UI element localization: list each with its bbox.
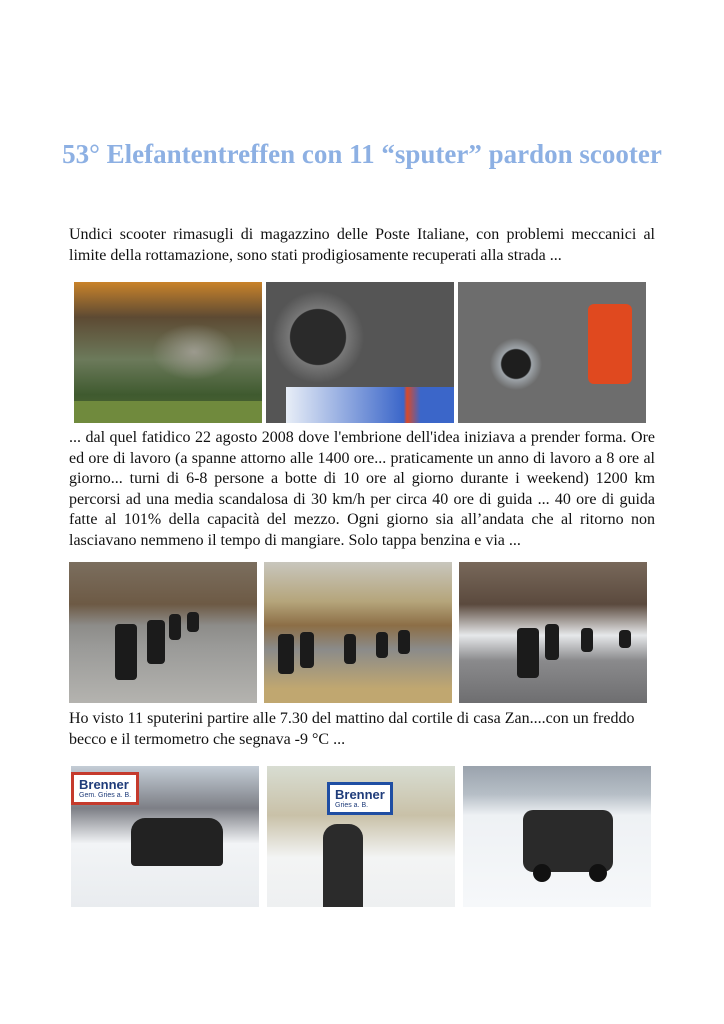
story-paragraph: ... dal quel fatidico 22 agosto 2008 dove l'embrione dell'idea iniziava a prender forma. Ore ed ore di lavoro (a spanne attorno alle 1400 ore... praticamente un anno di lavoro a 8 ore al giorno... turni di 6-8 persone a botte di 10 ore al giorno durante i weekend) 1200 km percorsi ad una media scandalosa di 30 km/h per circa 40 ore di guida ... 40 ore di guida fatte al 101% della capacità del mezzo. Ogni giorno sia all’andata che al ritorno non lasciavano nemmeno il tempo di mangiare. Solo tappa benzina e via ... xyxy=(69,429,655,549)
road-photo-convoy-curve xyxy=(69,562,257,703)
page-title: 53° Elefantentreffen con 11 “sputer” pardon scooter xyxy=(62,139,662,169)
workshop-photo-mechanic xyxy=(458,282,646,423)
brenner-photo-sign-rider xyxy=(267,766,455,907)
road-photo-convoy-hills xyxy=(264,562,452,703)
brenner-photo-row xyxy=(71,766,651,907)
snow-photo-scooter xyxy=(463,766,651,907)
brenner-crossed-sign: Brenner Gem. Gries a. B. xyxy=(71,772,139,805)
brenner-blue-sign: Brenner Gries a. B. xyxy=(327,782,393,815)
road-photo-convoy-snow xyxy=(459,562,647,703)
intro-paragraph: Undici scooter rimasugli di magazzino delle Poste Italiane, con problemi meccanici al limite della rottamazione, sono stati prodigiosamente recuperati alla strada ... xyxy=(69,226,655,264)
workshop-photo-row xyxy=(74,282,646,423)
brenner-photo-group xyxy=(71,766,259,907)
workshop-photo-wheel-engine xyxy=(266,282,454,423)
workshop-photo-engine-parts xyxy=(74,282,262,423)
departure-paragraph: Ho visto 11 sputerini partire alle 7.30 del mattino dal cortile di casa Zan....con un freddo becco e il termometro che segnava -9 °C ... xyxy=(69,710,635,748)
road-photo-row xyxy=(69,562,647,703)
